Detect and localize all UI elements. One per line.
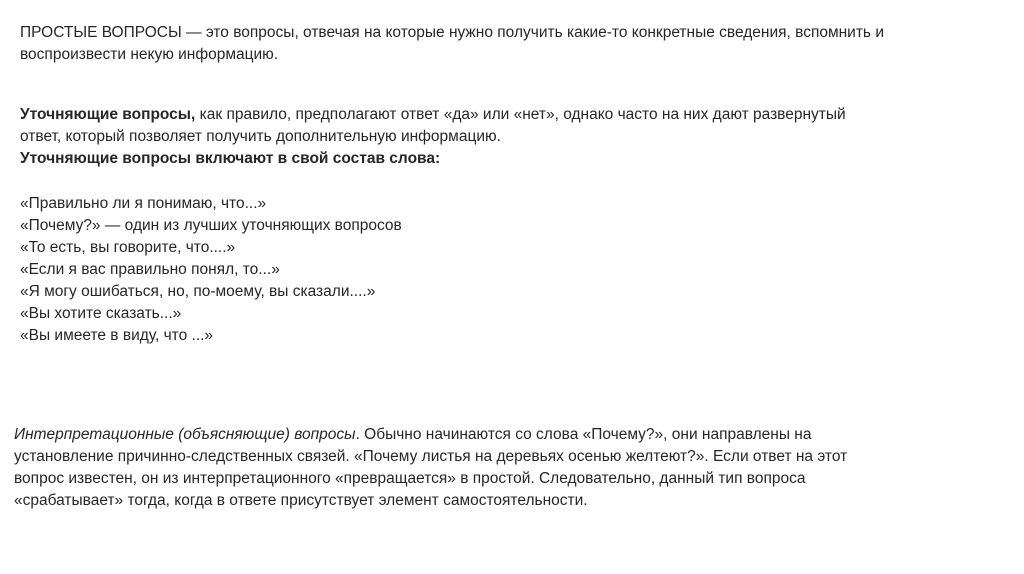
simple-questions-definition: — это вопросы, отвечая на которые нужно получить какие-то конкретные сведения, вспомнить и (181, 24, 884, 41)
simple-questions-term: ПРОСТЫЕ ВОПРОСЫ (20, 24, 182, 41)
phrase-item: «Почему?» — один из лучших уточняющих вопросов (20, 217, 402, 234)
clarifying-questions-paragraph (20, 104, 1010, 170)
simple-questions-line-2: воспроизвести некую информацию. (20, 46, 279, 63)
clarifying-questions-term: Уточняющие вопросы, (20, 106, 196, 123)
phrase-item: «Вы хотите сказать...» (20, 305, 182, 322)
interpretive-questions-definition: . Обычно начинаются со слова «Почему?», они направлены на (355, 426, 812, 443)
phrase-item: «То есть, вы говорите, что....» (20, 239, 236, 256)
interpretive-questions-line-4: «срабатывает» тогда, когда в ответе присутствует элемент самостоятельности. (14, 492, 588, 509)
simple-questions-line-1 (20, 22, 1010, 44)
clarifying-questions-heading: Уточняющие вопросы включают в свой состав слова: (20, 150, 441, 167)
clarifying-questions-line-2: ответ, который позволяет получить дополнительную информацию. (20, 128, 501, 145)
phrase-item: «Если я вас правильно понял, то...» (20, 261, 280, 278)
interpretive-questions-line-2: установление причинно-следственных связей. «Почему листья на деревьях осенью желтеют?». Если ответ на этот (14, 448, 848, 465)
interpretive-questions-line-3: вопрос известен, он из интерпретационного «превращается» в простой. Следовательно, данный тип вопроса (14, 470, 806, 487)
interpretive-questions-term: Интерпретационные (объясняющие) вопросы (14, 426, 356, 443)
phrase-item: «Правильно ли я понимаю, что...» (20, 195, 267, 212)
clarifying-questions-line-1 (20, 104, 1010, 126)
interpretive-questions-line-1 (14, 424, 1014, 446)
clarifying-questions-definition: как правило, предполагают ответ «да» или «нет», однако часто на них дают развернутый (195, 106, 846, 123)
simple-questions-paragraph (20, 22, 1010, 66)
clarifying-phrases-list (20, 193, 1010, 347)
phrase-item: «Я могу ошибаться, но, по-моему, вы сказали....» (20, 283, 376, 300)
phrase-item: «Вы имеете в виду, что ...» (20, 327, 214, 344)
interpretive-questions-paragraph (14, 424, 1014, 512)
